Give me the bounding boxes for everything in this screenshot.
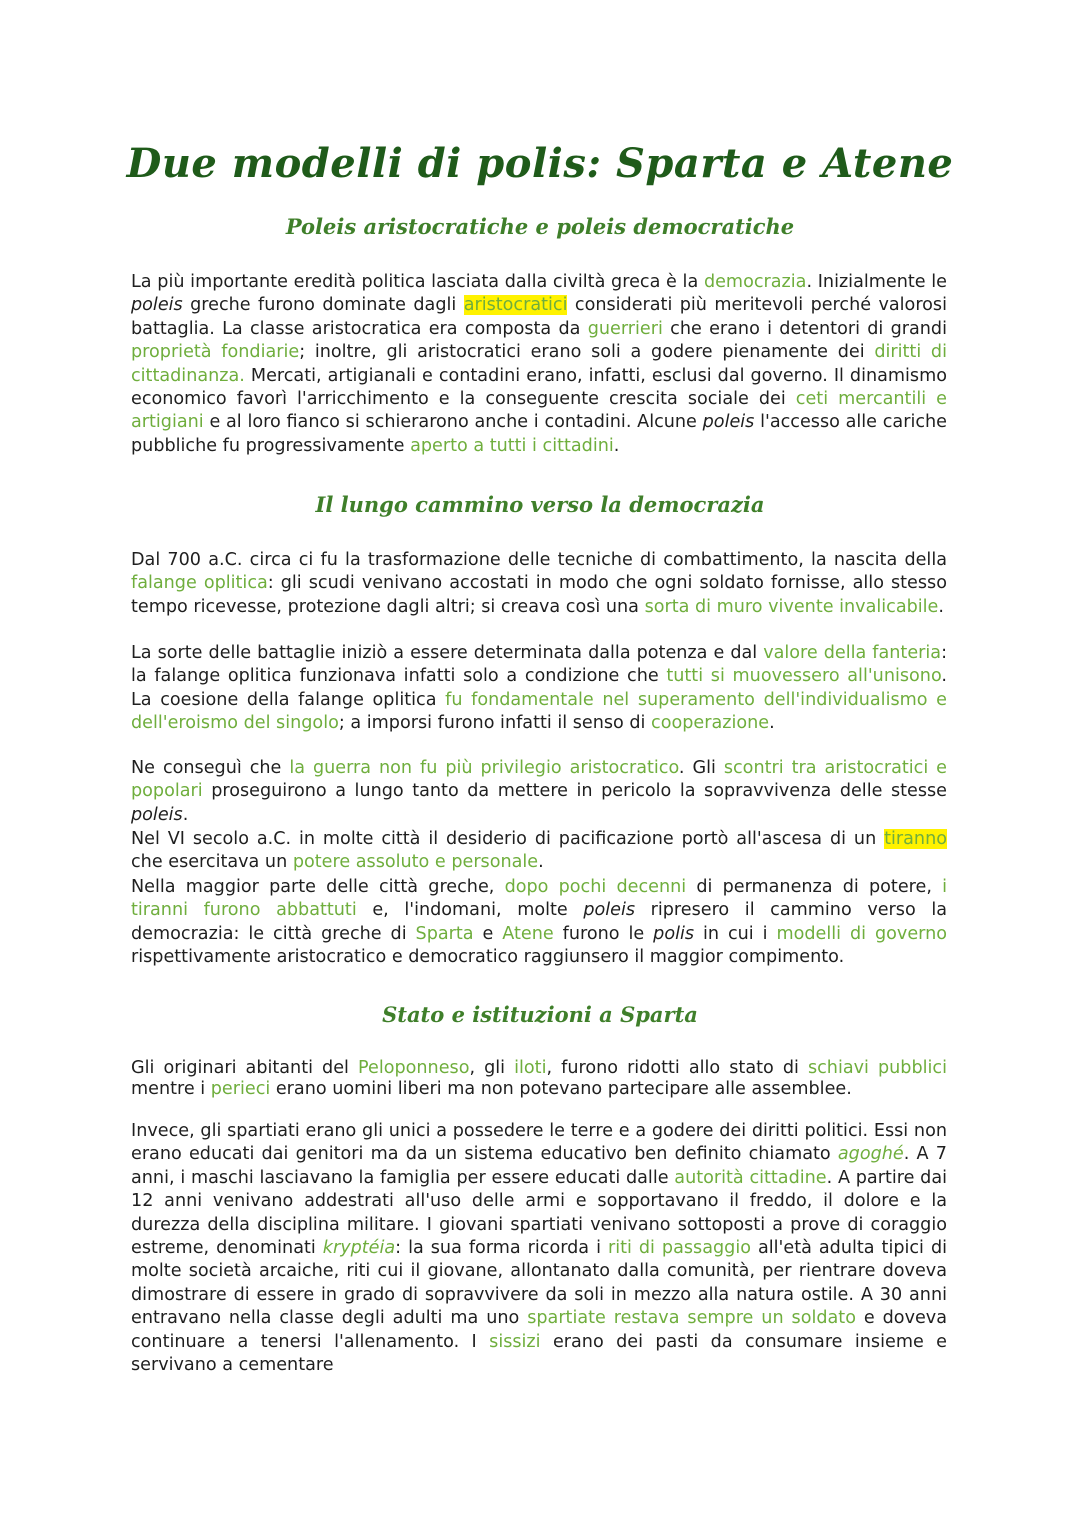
page-title: Due modelli di polis: Sparta e Atene: [126, 140, 954, 187]
key-term: modelli di governo: [776, 923, 947, 944]
italic-term: poleis: [131, 804, 183, 825]
paragraph-democrazia-4: [131, 828, 947, 875]
text-run: : gli scudi venivano accostati in modo che ogni soldato fornisse, allo stesso tempo ricevesse, protezione dagli altri; si creava così una: [131, 573, 947, 617]
text-run: di permanenza di potere,: [686, 877, 943, 897]
key-term: aperto a tutti i cittadini: [410, 435, 614, 456]
text-run: e al loro fianco si schierarono anche i contadini. Alcune: [203, 412, 703, 433]
text-run: Invece, gli spartiati erano gli unici a possedere le terre e a godere dei diritti politici. Essi non erano educati dai genitori ma da un sistema educativo ben definito chiamato: [131, 1121, 947, 1165]
italic-term: poleis: [583, 900, 636, 921]
text-run: e: [473, 923, 503, 944]
text-run: La sorte delle battaglie iniziò a essere determinata dalla potenza e dal: [131, 643, 764, 663]
text-run: erano dei pasti da consumare insieme e servivano a cementare: [131, 1331, 947, 1376]
text-run: erano uomini liberi ma non potevano partecipare alle assemblee.: [270, 1078, 852, 1099]
italic-key-term: kryptéia: [322, 1238, 396, 1259]
italic-term: polis: [653, 923, 695, 944]
text-run: Ne conseguì che: [131, 758, 290, 778]
text-run: furono le: [553, 923, 654, 944]
text-run: .: [182, 804, 189, 825]
key-term: Peloponneso: [358, 1058, 470, 1078]
key-term: Sparta: [415, 923, 474, 944]
text-run: in cui i: [694, 923, 777, 944]
text-run: Nel VI secolo a.C. in molte città il desiderio di pacificazione portò all'ascesa di un: [131, 829, 885, 849]
key-term: diritti di cittadinanza.: [131, 342, 947, 386]
key-term: potere assoluto e personale: [292, 852, 539, 873]
text-run: . A 7 anni, i maschi lasciavano la famiglia per essere educati dalle: [131, 1144, 947, 1188]
text-run: e doveva continuare a tenersi l'allenamento. I: [131, 1308, 948, 1352]
text-run: : la sua forma ricorda i: [395, 1238, 608, 1259]
italic-term: poleis: [131, 295, 183, 316]
key-term: proprietà fondiarie: [131, 342, 300, 363]
text-run: all'età adulta tipici di molte società arcaiche, riti cui il giovane, allontanato dalla comunità, per rientrare doveva dimostrare di essere in grado di sopravvivere da soli in mezzo alla natura ostile. A 30 anni entravano nella classe degli adulti ma uno: [131, 1238, 947, 1329]
text-run: . Inizialmente le: [806, 272, 947, 292]
text-run: ; inoltre, gli aristocratici erano soli a godere pienamente dei: [299, 342, 875, 363]
text-run: ; a imporsi furono infatti il senso di: [338, 713, 652, 734]
text-run: . La coesione della falange oplitica: [131, 666, 947, 710]
paragraph-democrazia-5: [131, 876, 947, 970]
text-run: Mercati, artigianali e contadini erano, infatti, esclusi dal governo. Il dinamismo economico favorì l'arricchimento e la conseguente crescita sociale dei: [131, 365, 947, 410]
key-term: perieci: [210, 1078, 271, 1099]
text-run: .: [538, 852, 544, 873]
key-term: sorta di muro vivente invalicabile: [644, 596, 939, 617]
text-run: che erano i detentori di grandi: [662, 318, 947, 339]
text-run: Gli originari abitanti del: [131, 1058, 359, 1078]
text-run: .: [938, 596, 944, 617]
key-term: falange oplitica: [131, 573, 268, 594]
key-term: valore della fanteria: [763, 643, 942, 663]
key-term: dopo pochi decenni: [504, 877, 687, 897]
section-heading-sparta: Stato e istituzioni a Sparta: [382, 1002, 698, 1027]
key-term: Atene: [502, 923, 554, 944]
paragraph-democrazia-1: [131, 549, 947, 619]
key-term: democrazia: [703, 272, 807, 292]
text-run: . A partire dai 12 anni venivano addestrati all'uso delle armi e sopportavano il freddo, il dolore e la durezza della disciplina militare. I giovani spartiati venivano sottoposti a prove di coraggio estreme, denominati: [131, 1167, 947, 1259]
text-run: considerati più meritevoli perché valorosi battaglia. La classe aristocratica era composta da: [131, 295, 947, 339]
key-term: cooperazione: [651, 713, 770, 734]
key-term: schiavi pubblici: [807, 1058, 947, 1078]
text-run: La più importante eredità politica lasciata dalla civiltà greca è la: [131, 272, 704, 292]
text-run: . Gli: [678, 758, 724, 778]
key-term: riti di passaggio: [607, 1238, 751, 1259]
text-run: che esercitava un: [131, 852, 293, 873]
key-term: i tiranni furono abbattuti: [131, 877, 947, 921]
text-run: Nella maggior parte delle città greche,: [131, 877, 505, 897]
key-term: ceti mercantili e artigiani: [131, 389, 947, 433]
text-run: Dal 700 a.C. circa ci fu la trasformazione delle tecniche di combattimento, la nascita della: [131, 550, 947, 570]
text-run: proseguirono a lungo tanto da mettere in pericolo la sopravvivenza delle stesse: [202, 781, 947, 802]
key-term: sissizi: [489, 1331, 541, 1352]
key-term: autorità cittadine: [674, 1167, 827, 1188]
text-run: , furono ridotti allo stato di: [546, 1058, 808, 1078]
highlighted-term: aristocratici: [463, 295, 568, 316]
section-heading-democrazia: Il lungo cammino verso la democrazia: [315, 492, 765, 517]
paragraph-democrazia-3: [131, 757, 947, 827]
italic-term: poleis: [702, 412, 755, 433]
key-term: guerrieri: [587, 318, 663, 339]
text-run: greche furono dominate dagli: [182, 295, 464, 316]
text-run: e, l'indomani, molte: [356, 900, 584, 921]
paragraph-sparta-1: [131, 1058, 947, 1099]
section-heading-poleis: Poleis aristocratiche e poleis democratiche: [285, 214, 795, 239]
italic-key-term: agoghé: [837, 1144, 904, 1165]
text-run: l'accesso alle cariche pubbliche fu progressivamente: [131, 412, 947, 456]
key-term: la guerra non fu più privilegio aristocratico: [289, 758, 679, 778]
text-run: : la falange oplitica funzionava infatti solo a condizione che: [131, 643, 947, 687]
text-run: , gli: [469, 1058, 515, 1078]
text-run: mentre i: [131, 1078, 211, 1099]
text-run: .: [613, 435, 620, 456]
paragraph-sparta-2: [131, 1120, 947, 1377]
paragraph-democrazia-2: [131, 642, 947, 736]
text-run: .: [769, 713, 775, 734]
key-term: iloti: [514, 1058, 547, 1078]
paragraph-poleis: [131, 271, 947, 458]
key-term: fu fondamentale nel superamento dell'individualismo e dell'eroismo del singolo: [131, 689, 947, 734]
text-run: ripresero il cammino verso la democrazia: le città greche di: [131, 900, 947, 944]
key-term: tutti si muovessero all'unisono: [666, 666, 942, 687]
key-term: scontri tra aristocratici e popolari: [131, 758, 948, 802]
text-run: rispettivamente aristocratico e democratico raggiunsero il maggior compimento.: [131, 947, 845, 968]
key-term: spartiate restava sempre un soldato: [527, 1308, 856, 1329]
highlighted-term: tiranno: [884, 829, 947, 849]
